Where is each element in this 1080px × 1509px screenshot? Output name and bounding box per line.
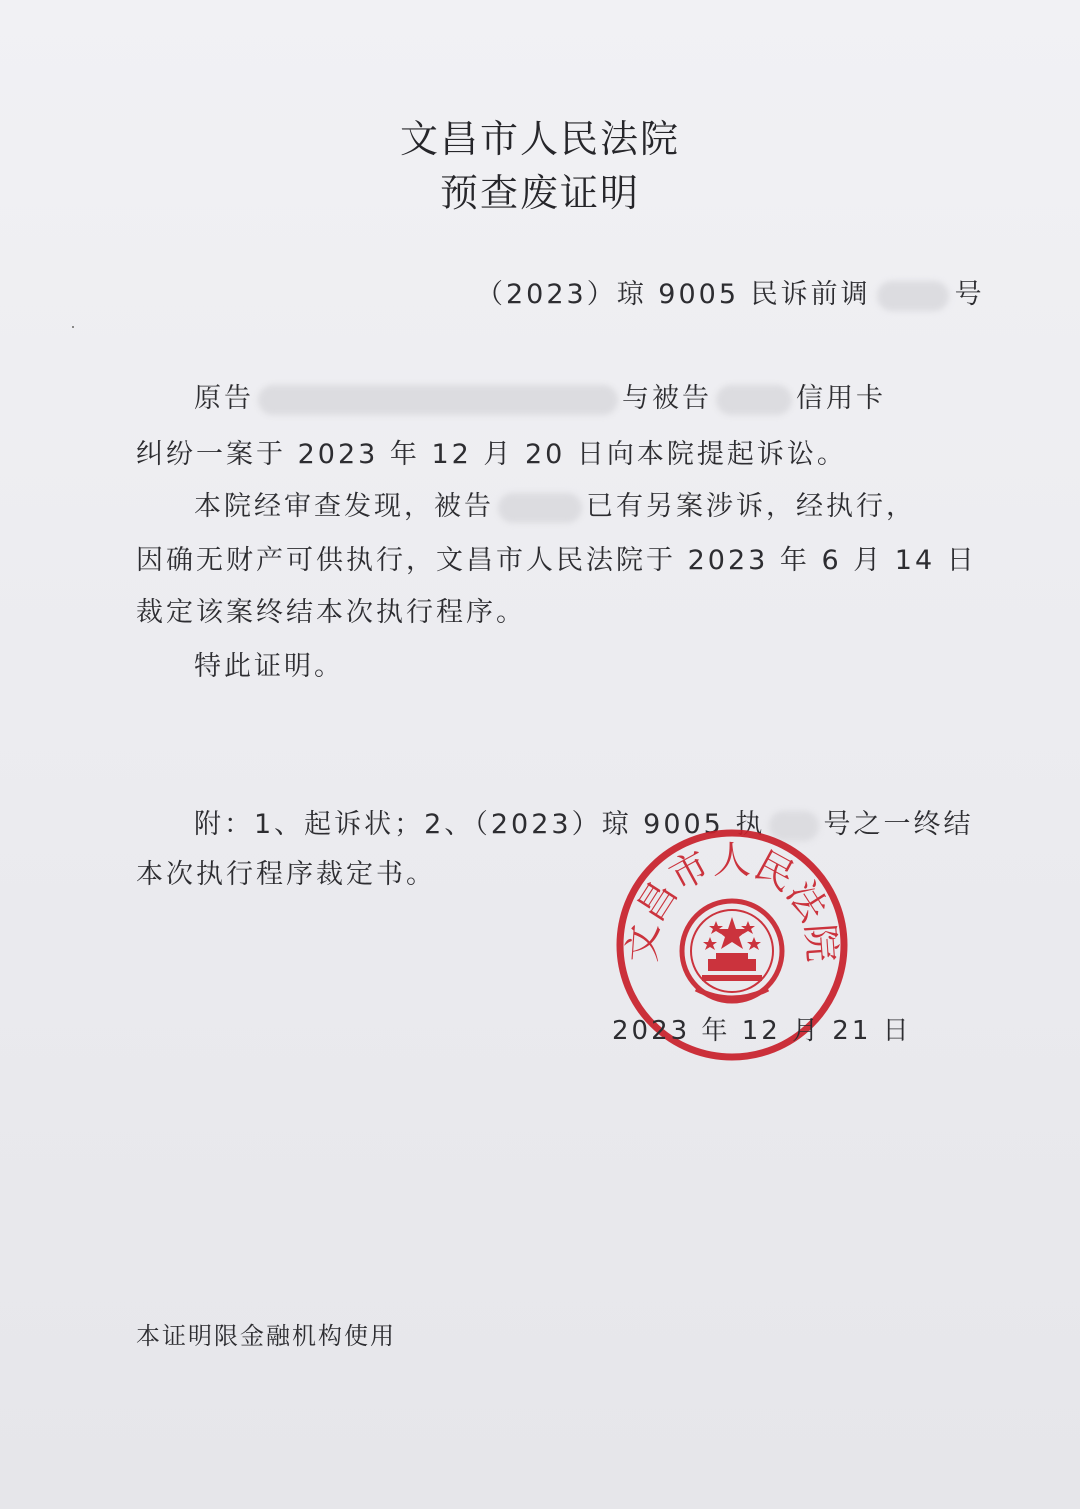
attachment-end: 号之一终结 — [823, 809, 974, 840]
issue-date: 2023 年 12 月 21 日 — [612, 1016, 912, 1046]
speck — [72, 326, 74, 328]
attachment-line-2: 本次执行程序裁定书。 — [136, 859, 436, 890]
national-emblem-icon — [682, 901, 782, 1001]
paragraph-1-line-2: 纠纷一案于 2023 年 12 月 20 日向本院提起诉讼。 — [136, 439, 847, 470]
attachment-start: 附：1、起诉状；2、（2023）琼 9005 执 — [194, 809, 766, 840]
redacted-case-number — [877, 281, 949, 311]
closing-statement: 特此证明。 — [194, 651, 344, 682]
paragraph-2-end: 已有另案涉诉，经执行， — [586, 491, 916, 522]
redacted-defendant — [716, 385, 792, 415]
paragraph-2-start: 本院经审查发现，被告 — [194, 491, 494, 522]
paragraph-2-line-1 — [194, 484, 916, 523]
court-name-title: 文昌市人民法院 — [399, 117, 680, 161]
attachment-line-1 — [194, 802, 973, 841]
certificate-title: 预查废证明 — [439, 171, 640, 215]
case-number-suffix: 号 — [954, 279, 985, 310]
defendant-label: 与被告 — [622, 383, 712, 414]
case-number-prefix: （2023）琼 9005 民诉前调 — [476, 279, 871, 310]
seal-text: 文昌市人民法院 — [619, 838, 845, 964]
plaintiff-label: 原告 — [194, 383, 254, 414]
paragraph-1-line-1 — [194, 376, 886, 415]
paragraph-2-line-2: 因确无财产可供执行，文昌市人民法院于 2023 年 6 月 14 日 — [136, 545, 977, 576]
redacted-plaintiff — [258, 385, 618, 415]
paragraph-2-line-3: 裁定该案终结本次执行程序。 — [136, 597, 526, 628]
redacted-defendant-2 — [498, 493, 582, 523]
usage-restriction-note: 本证明限金融机构使用 — [136, 1322, 396, 1350]
credit-card-text: 信用卡 — [796, 383, 886, 414]
case-number — [476, 272, 985, 311]
